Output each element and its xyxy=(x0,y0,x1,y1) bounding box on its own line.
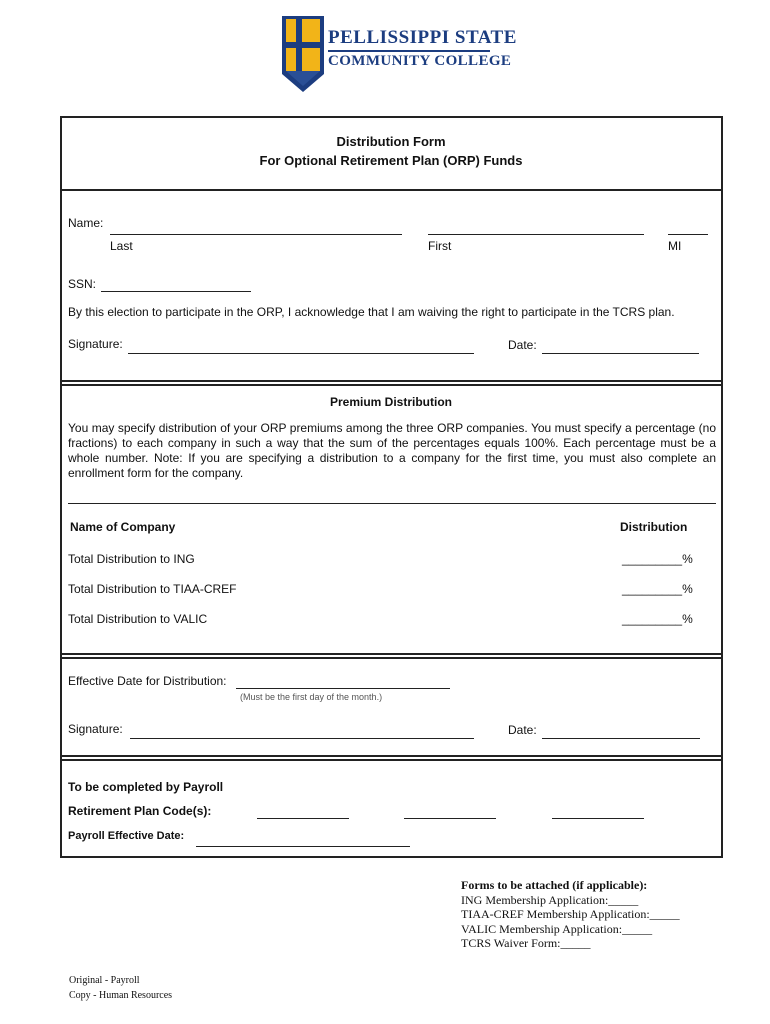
form-title: Distribution Form xyxy=(336,134,446,149)
company-tiaa-cref: Total Distribution to TIAA-CREF xyxy=(68,582,237,596)
payroll-effective-field[interactable] xyxy=(196,846,410,847)
college-name-line1: PELLISSIPPI STATE xyxy=(328,27,517,48)
logo-divider xyxy=(328,50,490,52)
signature-field[interactable] xyxy=(128,353,474,354)
attachment-item: TIAA-CREF Membership Application:_____ xyxy=(461,907,680,921)
ssn-field[interactable] xyxy=(101,291,251,292)
mi-label: MI xyxy=(668,239,682,253)
tiaa-cref-percent-field[interactable]: _________% xyxy=(622,582,693,596)
attachments-heading: Forms to be attached (if applicable): xyxy=(461,878,648,892)
distribution-footer xyxy=(69,973,172,1003)
effective-top-rule xyxy=(60,657,723,659)
date-field[interactable] xyxy=(542,353,699,354)
election-statement: By this election to participate in the ORP, I acknowledge that I am waiving the right to participate in the TCRS plan. xyxy=(68,305,675,319)
date-label: Date: xyxy=(508,338,537,352)
form-subtitle: For Optional Retirement Plan (ORP) Funds xyxy=(259,153,523,168)
plan-code-label: Retirement Plan Code(s): xyxy=(68,804,212,818)
signature-field-2[interactable] xyxy=(130,738,474,739)
effective-date-note: (Must be the first day of the month.) xyxy=(240,692,383,702)
company-valic: Total Distribution to VALIC xyxy=(68,612,208,626)
plan-code-field-2[interactable] xyxy=(404,818,496,819)
ssn-label: SSN: xyxy=(68,277,97,291)
attachment-item: VALIC Membership Application:_____ xyxy=(461,921,653,936)
date-field-2[interactable] xyxy=(542,738,700,739)
premium-instructions: You may specify distribution of your ORP premiums among the three ORP companies. You must specify a percentage (no fractions) to each company in such a way that the sum of the percentages equals 100%. Each percentage must be a whole number. Note: If you are specifying a distribution to a company for the first time, you must also complete an enrollment form for the company. xyxy=(68,421,716,480)
attachment-item: ING Membership Application:_____ xyxy=(461,892,639,907)
payroll-effective-label: Payroll Effective Date: xyxy=(68,830,185,842)
footer-copy: Copy - Human Resources xyxy=(69,990,173,1001)
footer-original: Original - Payroll xyxy=(69,975,140,986)
effective-date-label: Effective Date for Distribution: xyxy=(68,674,227,688)
effective-section xyxy=(60,655,723,757)
column-company: Name of Company xyxy=(70,520,176,534)
valic-percent-field[interactable]: _________% xyxy=(622,612,693,626)
effective-date-field[interactable] xyxy=(236,688,450,689)
payroll-top-rule xyxy=(60,759,723,761)
date-label-2: Date: xyxy=(508,723,537,737)
premium-divider xyxy=(68,503,716,504)
signature-label: Signature: xyxy=(68,337,123,351)
column-distribution: Distribution xyxy=(620,520,688,534)
payroll-heading: To be completed by Payroll xyxy=(68,780,224,794)
ing-percent-field[interactable]: _________% xyxy=(622,552,693,566)
first-label: First xyxy=(428,239,452,253)
attachment-item: TCRS Waiver Form:_____ xyxy=(461,936,591,950)
middle-initial-field[interactable] xyxy=(668,234,708,235)
premium-heading: Premium Distribution xyxy=(329,395,452,409)
signature-label-2: Signature: xyxy=(68,722,123,736)
company-ing: Total Distribution to ING xyxy=(68,552,195,566)
plan-code-field-1[interactable] xyxy=(257,818,349,819)
last-label: Last xyxy=(110,239,133,253)
plan-code-field-3[interactable] xyxy=(552,818,644,819)
attachments-block xyxy=(461,878,680,951)
name-label: Name: xyxy=(68,216,104,230)
last-name-field[interactable] xyxy=(110,234,402,235)
college-name-line2: COMMUNITY COLLEGE xyxy=(328,53,512,69)
first-name-field[interactable] xyxy=(428,234,644,235)
college-crest-icon xyxy=(282,16,324,92)
premium-top-rule xyxy=(60,384,723,386)
